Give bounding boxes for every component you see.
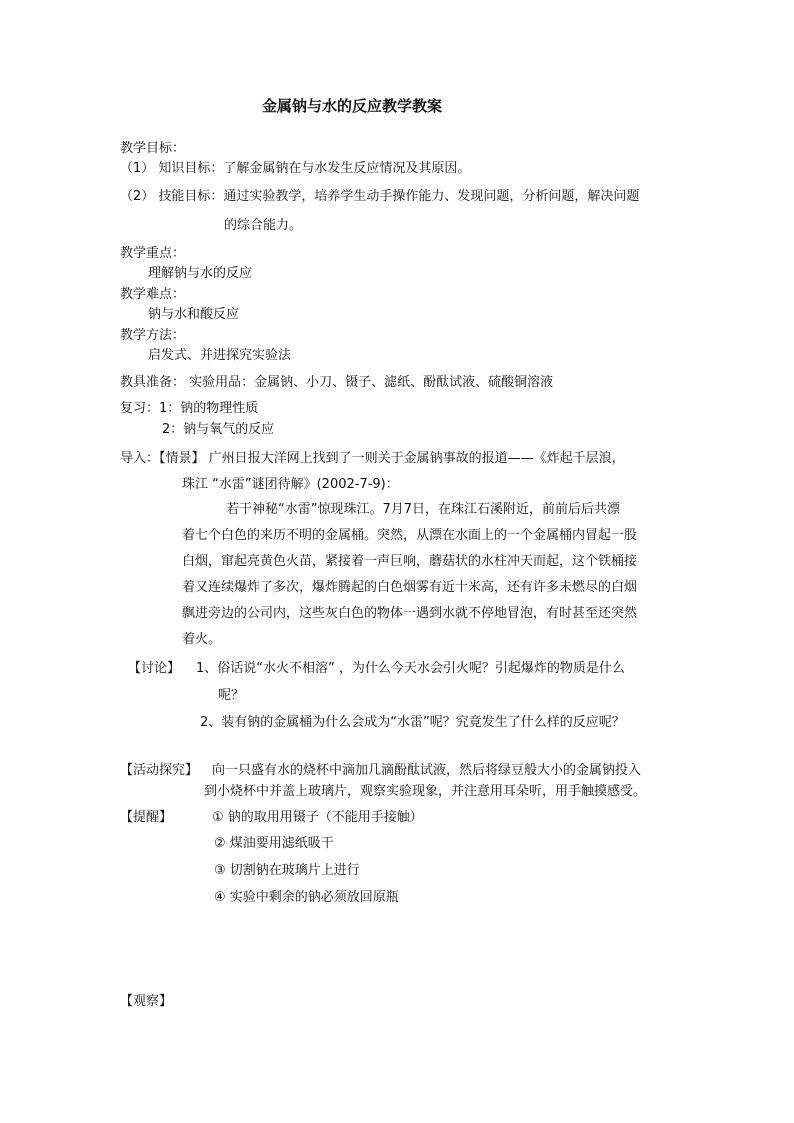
intro-paragraph-line: 飘进旁边的公司内，这些灰白色的物体一遇到水就不停地冒泡，有时甚至还突然 [182, 606, 638, 621]
review-line2: 2：钠与氧气的反应 [162, 422, 275, 437]
review-line1: 复习：1：钠的物理性质 [120, 401, 259, 416]
activity-label: 【活动探究】 [120, 763, 199, 778]
intro-line1: 导入：【情景】 广州日报大洋网上找到了一则关于金属钠事故的报道——《炸起千层浪， [120, 451, 625, 466]
objective-skill-line2: 的综合能力。 [224, 218, 303, 233]
intro-paragraph-line: 着火。 [182, 632, 222, 647]
reminder-item: ① 钠的取用用镊子（不能用手接触） [212, 810, 423, 825]
reminder-item: ④ 实验中剩余的钠必须放回原瓶 [214, 890, 399, 905]
objectives-heading: 教学目标： [120, 141, 186, 156]
intro-paragraph-line: 着又连续爆炸了多次，爆炸腾起的白色烟雾有近十米高，还有许多未燃尽的白烟 [182, 580, 638, 595]
difficulties-content: 钠与水和酸反应 [148, 307, 240, 322]
objective-skill-line1: （2） 技能目标：通过实验教学，培养学生动手操作能力、发现问题，分析问题，解决问题 [120, 189, 640, 204]
methods-content: 启发式、并进探究实验法 [148, 348, 292, 363]
reminder-item: ③ 切割钠在玻璃片上进行 [214, 863, 360, 878]
discussion-q2: 2、装有钠的金属桶为什么会成为“水雷”呢？究竟发生了什么样的反应呢？ [200, 715, 625, 730]
discussion-label: 【讨论】 [128, 661, 181, 676]
materials-line: 教具准备： 实验用品：金属钠、小刀、镊子、滤纸、酚酞试液、硫酸铜溶液 [120, 375, 554, 390]
observe-label: 【观察】 [120, 994, 173, 1009]
discussion-q1-line2: 呢？ [218, 688, 245, 703]
reminder-item: ② 煤油要用滤纸吸干 [214, 836, 334, 851]
objective-knowledge: （1） 知识目标：了解金属钠在与水发生反应情况及其原因。 [120, 161, 471, 176]
key-points-content: 理解钠与水的反应 [148, 266, 253, 281]
discussion-q1-line1: 1、俗话说“水火不相溶” ，为什么今天水会引火呢？引起爆炸的物质是什么 [196, 661, 625, 676]
key-points-heading: 教学重点： [120, 246, 186, 261]
reminder-label: 【提醒】 [120, 810, 173, 825]
intro-line2: 珠江 “水雷”谜团待解》(2002-7-9)： [182, 477, 399, 492]
intro-paragraph-line: 若干神秘“水雷”惊现珠江。7月7日，在珠江石溪附近，前前后后共漂 [226, 502, 621, 517]
activity-line2: 到小烧杯中并盖上玻璃片，观察实验现象，并注意用耳朵听，用手触摸感受。 [204, 784, 647, 799]
intro-paragraph-line: 白烟，窜起亮黄色火苗，紧接着一声巨响，蘑菇状的水柱冲天而起，这个铁桶接 [182, 554, 638, 569]
page-title: 金属钠与水的反应教学教案 [262, 97, 443, 115]
difficulties-heading: 教学难点： [120, 287, 186, 302]
intro-paragraph-line: 着七个白色的来历不明的金属桶。突然，从漂在水面上的一个金属桶内冒起一股 [182, 528, 638, 543]
methods-heading: 教学方法： [120, 328, 186, 343]
activity-line1: 向一只盛有水的烧杯中滴加几滴酚酞试液，然后将绿豆般大小的金属钠投入 [212, 763, 642, 778]
